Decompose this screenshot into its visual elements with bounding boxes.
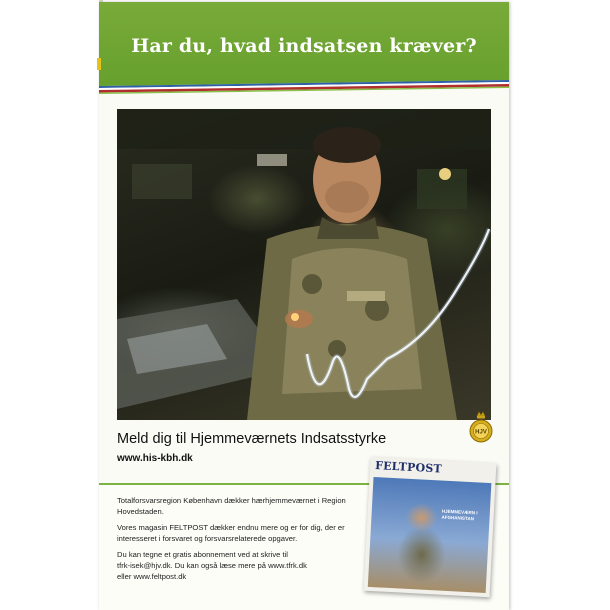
feltpost-magazine-cover: [364, 457, 497, 597]
soldier-photo: [117, 109, 491, 420]
magazine-title: FELTPOST: [374, 459, 443, 476]
info-paragraph-3-line-2: tfrk-isek@hjv.dk. Du kan også læse mere på www.tfrk.dk: [117, 560, 307, 570]
flag-stripes: [99, 78, 509, 108]
info-paragraph-3-line-1: Du kan tegne et gratis abonnement ved at skrive til: [117, 550, 288, 560]
info-paragraph-1: Totalforsvarsregion København dækker hærhjemmeværnet i Region Hovedstaden.: [117, 496, 346, 516]
info-paragraph-3: [117, 550, 357, 582]
hjv-crest-icon: [468, 410, 494, 446]
rally-url[interactable]: www.his-kbh.dk: [117, 453, 193, 464]
name-tape: [347, 291, 385, 301]
magazine-cover-text: HJEMMEVÆRN I AFGHANISTAN: [441, 508, 478, 521]
info-paragraph-3-line-3: eller www.feltpost.dk: [117, 571, 187, 581]
info-paragraph-2: Vores magasin FELTPOST dækker endnu mere og er for dig, der er interesseret i forsvaret og forsvarsrelaterede opgaver.: [117, 523, 345, 543]
svg-text:HJV: HJV: [475, 429, 487, 436]
magazine-cover-photo: [368, 477, 492, 593]
rally-title: Meld dig til Hjemmeværnets Indsatsstyrke: [117, 431, 387, 447]
page-tab-marker: [97, 58, 101, 70]
headline: Har du, hvad indsatsen kræver?: [131, 35, 477, 57]
header-banner: [99, 2, 509, 86]
info-text: [117, 496, 357, 588]
